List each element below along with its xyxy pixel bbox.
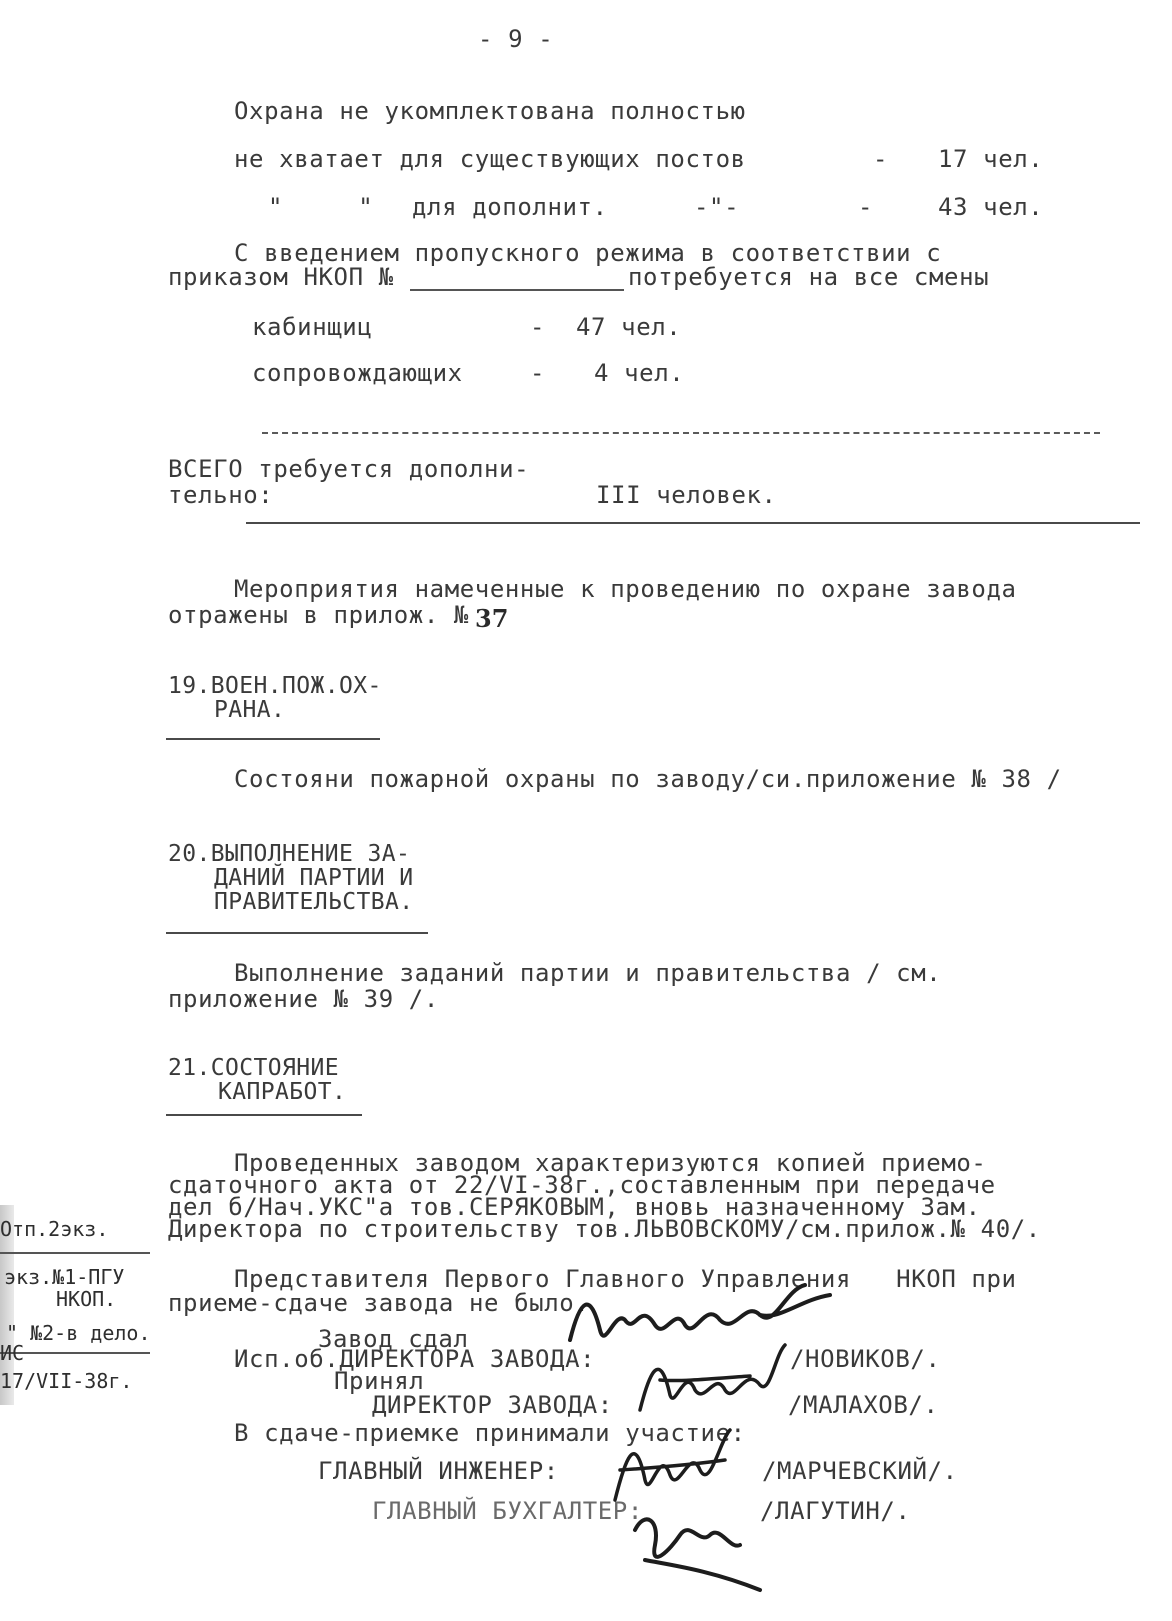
- total-line-1: ВСЕГО требуется дополни-: [168, 455, 530, 483]
- escort-dash: -: [530, 359, 546, 387]
- section-19-heading-1: 19.ВОЕН.ПОЖ.ОХ-: [168, 673, 382, 699]
- guard-line-3-dash: -: [858, 193, 874, 221]
- handed-name: /НОВИКОВ/.: [790, 1345, 941, 1373]
- section-20-heading-2: ДАНИЙ ПАРТИИ И: [214, 865, 414, 891]
- escort-value: 4 чел.: [594, 359, 685, 387]
- total-top-rule: [262, 432, 1100, 434]
- section-20-text-1: Выполнение заданий партии и правительства / см.: [234, 959, 942, 987]
- representative-line-2: приеме-сдаче завода не было.: [168, 1289, 590, 1317]
- total-value: III человек.: [596, 481, 777, 509]
- section-21-heading-2: КАПРАБОТ.: [218, 1079, 347, 1105]
- chief-engineer-role: ГЛАВНЫЙ ИНЖЕНЕР:: [318, 1457, 559, 1485]
- margin-note-2: экз.№1-ПГУ: [4, 1265, 125, 1289]
- section-20-heading-3: ПРАВИТЕЛЬСТВА.: [214, 889, 414, 915]
- section-20-heading-1: 20.ВЫПОЛНЕНИЕ ЗА-: [168, 841, 411, 867]
- section-21-heading-1: 21.СОСТОЯНИЕ: [168, 1055, 339, 1081]
- accepted-label: Принял: [334, 1367, 425, 1395]
- order-number-blank: [410, 289, 624, 291]
- pass-regime-line-2b: потребуется на все смены: [628, 263, 990, 291]
- margin-note-5: ИС: [0, 1341, 25, 1365]
- escort-label: сопровождающих: [252, 359, 463, 387]
- guard-line-3-quote: " ": [268, 193, 374, 221]
- measures-line-2: отражены в прилож. №: [168, 601, 469, 629]
- margin-note-4: " №2-в дело.: [6, 1321, 151, 1345]
- section-21-text-4: Директора по строительству тов.ЛЬВОВСКОМУ/см.прилож.№ 40/.: [168, 1215, 1041, 1243]
- guard-line-2-text: не хватает для существующих постов: [234, 145, 746, 173]
- margin-note-6: 17/VII-38г.: [0, 1369, 133, 1393]
- measures-line-1: Мероприятия намеченные к проведению по охране завода: [234, 575, 1017, 603]
- margin-rule-1: [0, 1252, 150, 1254]
- section-20-text-2: приложение № 39 /.: [168, 985, 439, 1013]
- guard-line-3-value: 43 чел.: [938, 193, 1044, 221]
- chief-accountant-name: /ЛАГУТИН/.: [760, 1497, 911, 1525]
- cabin-value: 47 чел.: [576, 313, 682, 341]
- guard-line-2-dash: -: [873, 145, 889, 173]
- signature-lagutin: [615, 1490, 775, 1600]
- participation-line: В сдаче-приемке принимали участие:: [234, 1419, 746, 1447]
- chief-accountant-role: ГЛАВНЫЙ БУХГАЛТЕР:: [372, 1497, 643, 1525]
- section-21-rule: [166, 1114, 362, 1116]
- margin-note-1: Отп.2экз.: [0, 1217, 109, 1241]
- pass-regime-line-1: С введением пропускного режима в соответствии с: [234, 239, 942, 267]
- accepted-role: ДИРЕКТОР ЗАВОДА:: [372, 1391, 613, 1419]
- section-20-rule: [166, 932, 428, 934]
- page-number: - 9 -: [478, 25, 554, 53]
- guard-line-3-ditto: -"-: [694, 193, 740, 221]
- guard-line-2-value: 17 чел.: [938, 145, 1044, 173]
- signature-malakhov: [620, 1340, 800, 1420]
- total-line-2: тельно:: [168, 481, 274, 509]
- guard-line-1: Охрана не укомплектована полностью: [234, 97, 746, 125]
- accepted-name: /МАЛАХОВ/.: [788, 1391, 939, 1419]
- handed-role: Исп.об.ДИРЕКТОРА ЗАВОДА:: [234, 1345, 596, 1373]
- guard-line-3-text: для дополнит.: [412, 193, 608, 221]
- section-21-text-2: сдаточного акта от 22/VI-38г.,составленным при передаче: [168, 1171, 996, 1199]
- total-bottom-rule: [246, 522, 1140, 524]
- pass-regime-line-2a: приказом НКОП №: [168, 263, 394, 291]
- section-21-text-3: дел б/Нач.УКС"а тов.СЕРЯКОВЫМ, вновь назначенному Зам.: [168, 1193, 981, 1221]
- chief-engineer-name: /МАРЧЕВСКИЙ/.: [762, 1457, 958, 1485]
- handed-label: Завод сдал: [318, 1325, 469, 1353]
- section-19-heading-2: РАНА.: [214, 697, 286, 723]
- section-19-rule: [166, 738, 380, 740]
- section-21-text-1: Проведенных заводом характеризуются копией приемо-: [234, 1149, 987, 1177]
- cabin-label: кабинщиц: [252, 313, 373, 341]
- handwritten-appendix-number: 37: [475, 604, 509, 633]
- section-19-text: Состояни пожарной охраны по заводу/си.приложение № 38 /: [234, 765, 1062, 793]
- cabin-dash: -: [530, 313, 546, 341]
- margin-note-3: НКОП.: [56, 1287, 117, 1311]
- representative-line-1: Представителя Первого Главного Управления НКОП при: [234, 1265, 1017, 1293]
